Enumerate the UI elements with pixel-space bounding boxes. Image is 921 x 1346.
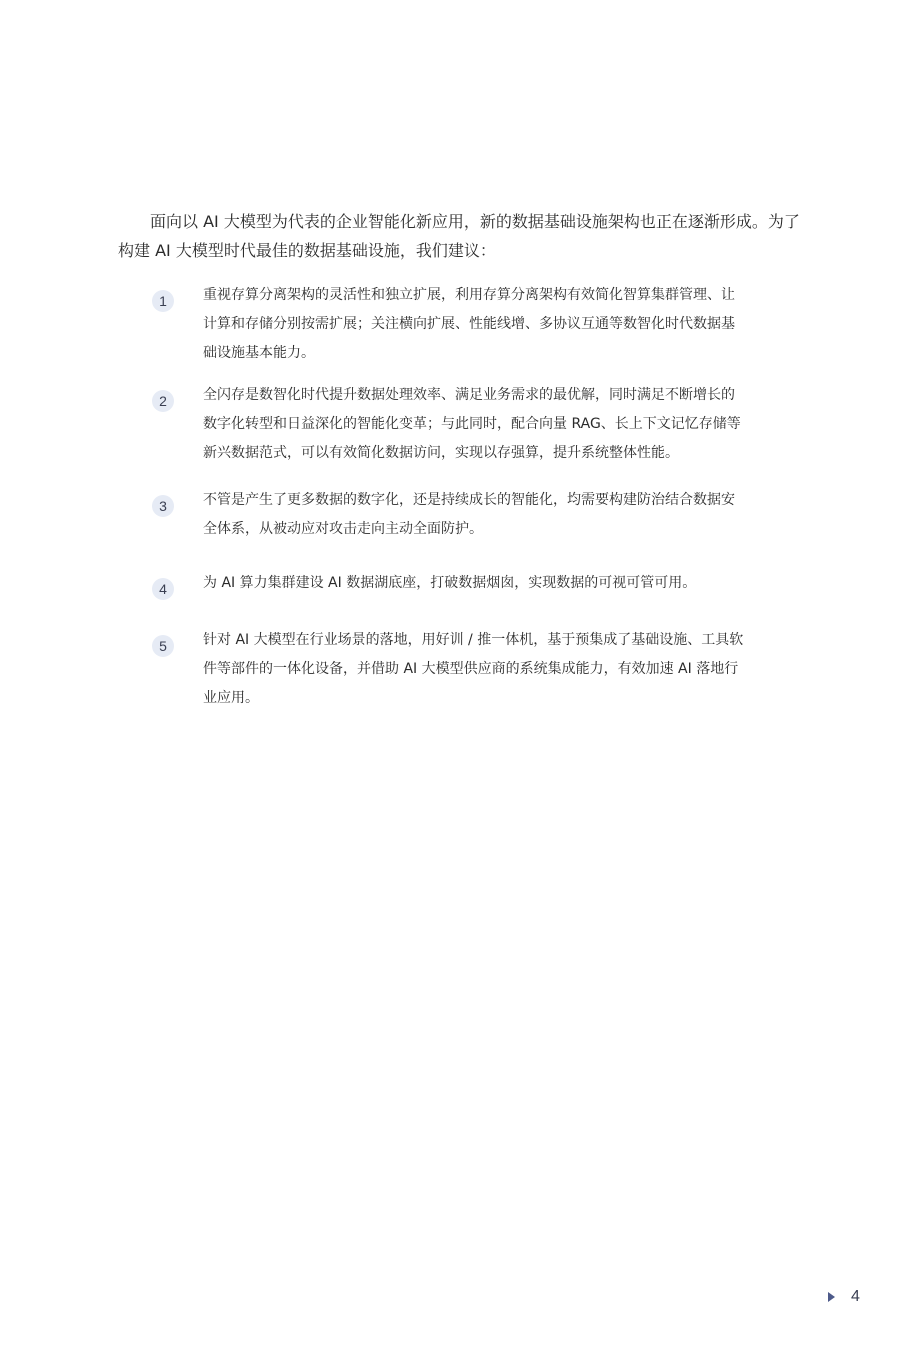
intro-line: 面向以 AI 大模型为代表的企业智能化新应用，新的数据基础设施架构也正在逐渐形成。为了 bbox=[150, 212, 800, 231]
recommendation-line: 针对 AI 大模型在行业场景的落地，用好训 / 推一体机，基于预集成了基础设施、工具软 bbox=[203, 632, 744, 648]
number-badge: 1 bbox=[152, 290, 174, 312]
recommendation-line: 础设施基本能力。 bbox=[203, 345, 315, 361]
page-number: 4 bbox=[851, 1288, 860, 1305]
recommendation-text bbox=[203, 486, 793, 544]
recommendation-text bbox=[203, 381, 793, 468]
number-badge: 2 bbox=[152, 390, 174, 412]
number-badge: 4 bbox=[152, 578, 174, 600]
recommendation-text bbox=[203, 281, 793, 368]
page-footer bbox=[828, 1286, 860, 1308]
number-badge: 3 bbox=[152, 495, 174, 517]
recommendation-line: 重视存算分离架构的灵活性和独立扩展，利用存算分离架构有效简化智算集群管理、让 bbox=[203, 287, 735, 303]
recommendation-text bbox=[203, 569, 793, 598]
intro-line: 构建 AI 大模型时代最佳的数据基础设施，我们建议： bbox=[118, 241, 496, 260]
intro-paragraph bbox=[118, 207, 818, 265]
recommendation-line: 新兴数据范式，可以有效简化数据访问，实现以存强算，提升系统整体性能。 bbox=[203, 445, 679, 461]
recommendation-text bbox=[203, 626, 793, 713]
recommendation-line: 数字化转型和日益深化的智能化变革；与此同时，配合向量 RAG、长上下文记忆存储等 bbox=[203, 416, 741, 432]
recommendation-line: 件等部件的一体化设备，并借助 AI 大模型供应商的系统集成能力，有效加速 AI 落地行 bbox=[203, 661, 739, 677]
recommendation-line: 计算和存储分别按需扩展；关注横向扩展、性能线增、多协议互通等数智化时代数据基 bbox=[203, 316, 735, 332]
recommendation-line: 为 AI 算力集群建设 AI 数据湖底座，打破数据烟囱，实现数据的可视可管可用。 bbox=[203, 575, 697, 591]
recommendation-line: 业应用。 bbox=[203, 690, 259, 706]
play-triangle-icon bbox=[828, 1292, 835, 1302]
number-badge: 5 bbox=[152, 635, 174, 657]
recommendation-line: 不管是产生了更多数据的数字化，还是持续成长的智能化，均需要构建防治结合数据安 bbox=[203, 492, 735, 508]
recommendation-line: 全体系，从被动应对攻击走向主动全面防护。 bbox=[203, 521, 483, 537]
recommendation-line: 全闪存是数智化时代提升数据处理效率、满足业务需求的最优解，同时满足不断增长的 bbox=[203, 387, 735, 403]
